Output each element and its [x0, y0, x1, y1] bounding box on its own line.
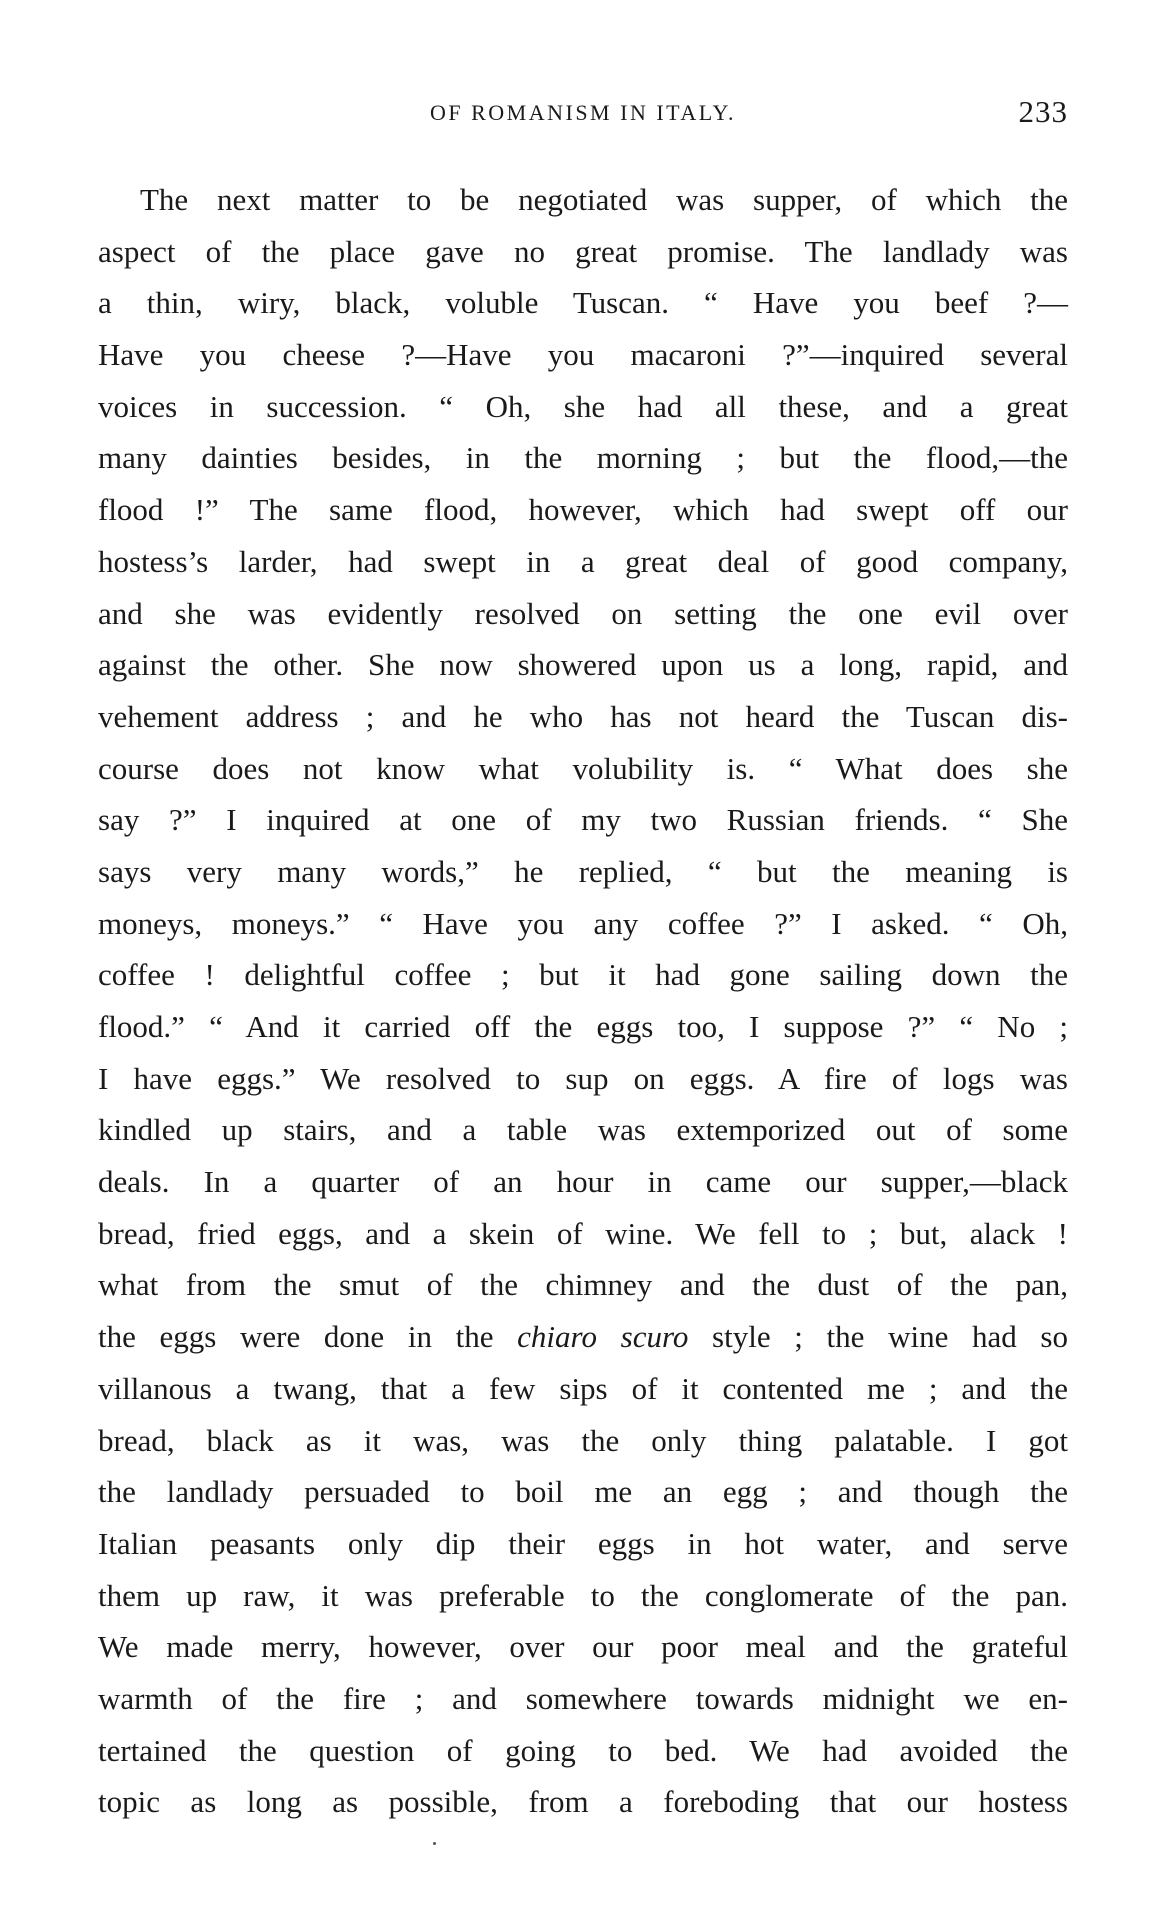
text-line: deals. In a quarter of an hour in came our supper,—black: [98, 1164, 1068, 1200]
text-line: villanous a twang, that a few sips of it contented me ; and the: [98, 1370, 1068, 1406]
text-line-with-italic: [98, 1311, 1068, 1363]
text-line: what from the smut of the chimney and the dust of the pan,: [98, 1267, 1068, 1303]
text-line: warmth of the fire ; and somewhere towards midnight we en-: [98, 1680, 1068, 1716]
text-line: the landlady persuaded to boil me an egg ; and though the: [98, 1474, 1068, 1510]
running-title: OF ROMANISM IN ITALY.: [429, 100, 737, 125]
text-line: We made merry, however, over our poor meal and the grateful: [98, 1629, 1068, 1665]
italic-phrase: chiaro scuro: [517, 1319, 689, 1355]
text-line: course does not know what volubility is. “ What does she: [98, 750, 1068, 786]
text-line: bread, fried eggs, and a skein of wine. We fell to ; but, alack !: [98, 1215, 1068, 1251]
text-line: coffee ! delightful coffee ; but it had gone sailing down the: [98, 957, 1068, 993]
text-line: bread, black as it was, was the only thing palatable. I got: [98, 1422, 1068, 1458]
text-line: The next matter to be negotiated was supper, of which the: [140, 182, 1068, 217]
text-line: voices in succession. “ Oh, she had all these, and a great: [98, 388, 1068, 424]
text-line: a thin, wiry, black, voluble Tuscan. “ Have you beef ?—: [98, 285, 1068, 321]
text-segment: the eggs were done in the: [98, 1319, 518, 1355]
text-line: moneys, moneys.” “ Have you any coffee ?” I asked. “ Oh,: [98, 905, 1068, 941]
text-line: aspect of the place gave no great promise. The landlady was: [98, 233, 1068, 269]
text-line: topic as long as possible, from a foreboding that our hostess: [98, 1784, 1068, 1820]
running-head: [98, 94, 1068, 138]
text-line: them up raw, it was preferable to the conglomerate of the pan.: [98, 1577, 1068, 1613]
text-line: says very many words,” he replied, “ but the meaning is: [98, 853, 1068, 889]
text-line: many dainties besides, in the morning ; but the flood,—the: [98, 440, 1068, 476]
text-line: Italian peasants only dip their eggs in hot water, and serve: [98, 1525, 1068, 1561]
text-line: kindled up stairs, and a table was extemporized out of some: [98, 1112, 1068, 1148]
text-line: and she was evidently resolved on setting the one evil over: [98, 595, 1068, 631]
text-line: flood.” “ And it carried off the eggs too, I suppose ?” “ No ;: [98, 1009, 1068, 1044]
text-segment: style ; the wine had so: [688, 1319, 1068, 1355]
text-line: vehement address ; and he who has not heard the Tuscan dis-: [98, 698, 1068, 734]
print-speck: [433, 1842, 436, 1845]
text-line: I have eggs.” We resolved to sup on eggs. A fire of logs was: [98, 1060, 1068, 1096]
body-text: [98, 174, 1068, 1828]
text-line: say ?” I inquired at one of my two Russian friends. “ She: [98, 802, 1068, 838]
text-line: against the other. She now showered upon us a long, rapid, and: [98, 647, 1068, 683]
text-line: tertained the question of going to bed. We had avoided the: [98, 1732, 1068, 1768]
text-line: hostess’s larder, had swept in a great deal of good company,: [98, 543, 1068, 579]
text-line: flood !” The same flood, however, which had swept off our: [98, 492, 1068, 528]
page-number: 233: [1018, 94, 1068, 129]
text-line: Have you cheese ?—Have you macaroni ?”—inquired several: [98, 337, 1068, 373]
